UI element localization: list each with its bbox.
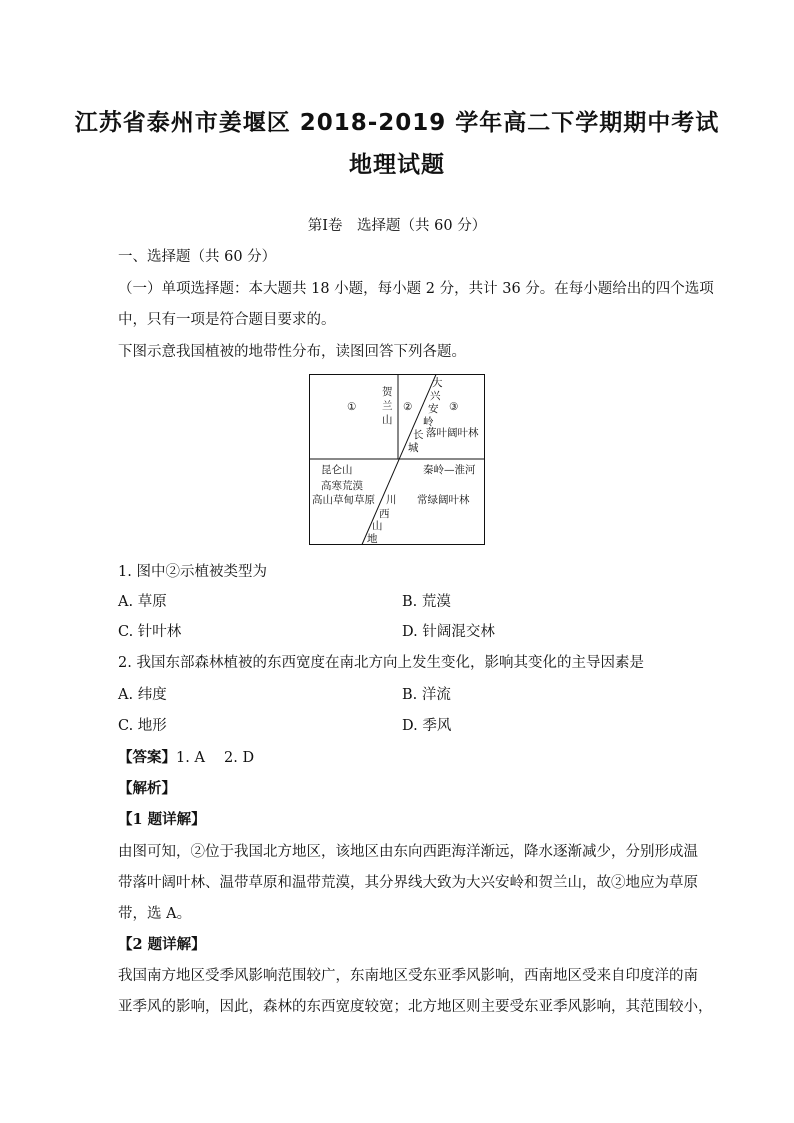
q2-option-d: D. 季风 [402, 718, 452, 734]
zone-circle-3: ③ [449, 401, 459, 413]
question-2-stem: 2. 我国东部森林植被的东西宽度在南北方向上发生变化，影响其变化的主导因素是 [118, 655, 644, 671]
chuanxi-char-1: 川 [386, 494, 397, 506]
label-gaoshan: 高山草甸草原 [312, 494, 375, 506]
zone-circle-1: ① [347, 401, 357, 413]
dxal-char-1: 大 [432, 377, 443, 389]
q1-option-d: D. 针阔混交林 [402, 624, 495, 640]
detail-1-line3: 带，选 A。 [118, 906, 192, 922]
detail-2-label: 【2 题详解】 [118, 936, 206, 953]
detail-2-line1: 我国南方地区受季风影响范围较广，东南地区受东亚季风影响，西南地区受来自印度洋的南 [118, 968, 698, 984]
q1-option-c: C. 针叶林 [118, 624, 182, 640]
dxal-char-4: 岭 [423, 416, 434, 428]
chuanxi-char-3: 山 [372, 520, 383, 532]
answer-label: 【答案】 [118, 749, 176, 766]
label-changlv: 常绿阔叶林 [417, 494, 470, 506]
answer-line [118, 748, 688, 768]
label-luoye: 落叶阔叶林 [426, 427, 479, 439]
analysis-label: 【解析】 [118, 780, 176, 797]
chuanxi-char-4: 地 [367, 533, 378, 545]
detail-1-label: 【1 题详解】 [118, 811, 206, 828]
helan-char-1: 贺 [382, 386, 393, 398]
label-gaohan: 高寒荒漠 [321, 480, 363, 492]
changcheng-char-2: 城 [408, 442, 419, 454]
vegetation-zone-diagram [309, 374, 485, 545]
instructions-line2: 中，只有一项是符合题目要求的。 [118, 312, 336, 328]
dxal-char-3: 安 [428, 403, 439, 415]
zone-circle-2: ② [403, 401, 413, 413]
question-1-stem: 1. 图中②示植被类型为 [118, 564, 267, 580]
dxal-char-2: 兴 [430, 390, 441, 402]
document-title-line2: 地理试题 [349, 152, 445, 178]
chuanxi-char-2: 西 [379, 508, 390, 520]
q2-option-b: B. 洋流 [402, 687, 451, 703]
q1-option-b: B. 荒漠 [402, 594, 451, 610]
changcheng-char-1: 长 [413, 429, 424, 441]
helan-char-2: 兰 [382, 400, 393, 412]
intro-text: 下图示意我国植被的地带性分布，读图回答下列各题。 [118, 344, 466, 360]
instructions-line1: （一）单项选择题：本大题共 18 小题，每小题 2 分，共计 36 分。在每小题给出的四个选项 [118, 281, 714, 297]
q1-option-a: A. 草原 [118, 594, 167, 610]
detail-1-line1: 由图可知，②位于我国北方地区，该地区由东向西距海洋渐远，降水逐渐减少，分别形成温 [118, 844, 698, 860]
section-header: 第Ⅰ卷 选择题（共 60 分） [307, 218, 487, 234]
answer-value: 1. A 2. D [176, 750, 255, 766]
q2-option-a: A. 纬度 [118, 687, 167, 703]
label-kunlun: 昆仑山 [321, 464, 353, 476]
helan-char-3: 山 [382, 414, 393, 426]
document-title-line1: 江苏省泰州市姜堰区 2018-2019 学年高二下学期期中考试 [74, 110, 720, 136]
detail-1-line2: 带落叶阔叶林、温带草原和温带荒漠，其分界线大致为大兴安岭和贺兰山，故②地应为草原 [118, 875, 698, 891]
q2-option-c: C. 地形 [118, 718, 167, 734]
part-one-heading: 一、选择题（共 60 分） [118, 249, 277, 265]
label-qinling: 秦岭—淮河 [423, 464, 476, 476]
detail-2-line2: 亚季风的影响，因此，森林的东西宽度较宽；北方地区则主要受东亚季风影响，其范围较小， [118, 999, 713, 1015]
